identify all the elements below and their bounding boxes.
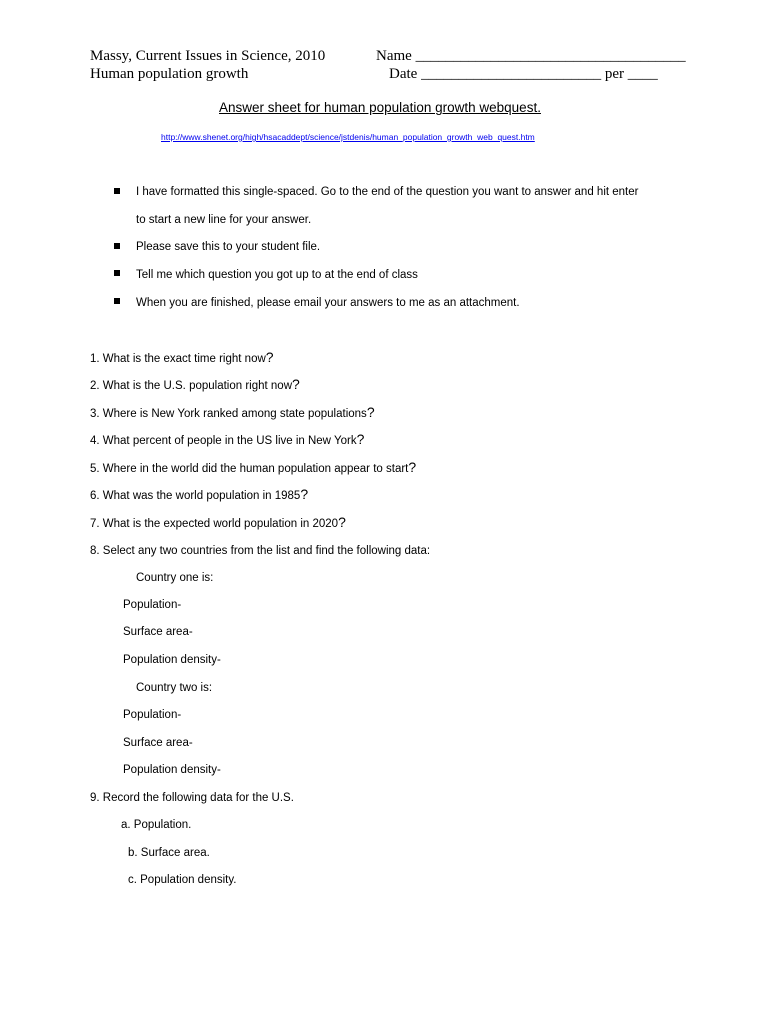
webquest-link[interactable]: http://www.shenet.org/high/hsacaddept/science/jstdenis/human_population_growth_web_quest.htm [161, 132, 535, 142]
bullet-square-icon [114, 243, 120, 249]
instruction-4: When you are finished, please email your answers to me as an attachment. [136, 297, 520, 309]
question-9a: a. Population. [121, 819, 192, 831]
country-one-population: Population- [123, 599, 182, 611]
date-period-field-line: Date ________________________ per ____ [389, 66, 658, 82]
question-8: 8. Select any two countries from the list and find the following data: [90, 545, 431, 557]
bullet-square-icon [114, 298, 120, 304]
question-6: 6. What was the world population in 1985? [90, 486, 309, 502]
question-4: 4. What percent of people in the US live in New York? [90, 431, 365, 447]
country-two-surface-area: Surface area- [123, 737, 193, 749]
instruction-2: Please save this to your student file. [136, 241, 321, 253]
question-7: 7. What is the expected world population in 2020? [90, 514, 346, 530]
country-two-population-density: Population density- [123, 764, 221, 776]
page-title: Answer sheet for human population growth webquest. [219, 100, 541, 115]
topic-heading: Human population growth [90, 66, 249, 82]
instruction-1: I have formatted this single-spaced. Go to the end of the question you want to answer and hit enter [136, 186, 639, 198]
country-two-population: Population- [123, 709, 182, 721]
question-9: 9. Record the following data for the U.S. [90, 792, 294, 804]
name-field-line: Name ____________________________________ [376, 48, 686, 64]
instruction-3: Tell me which question you got up to at the end of class [136, 269, 418, 281]
bullet-square-icon [114, 188, 120, 194]
country-one-population-density: Population density- [123, 654, 221, 666]
question-9c: c. Population density. [128, 874, 237, 886]
instruction-1-continued: to start a new line for your answer. [136, 214, 312, 226]
question-1: 1. What is the exact time right now? [90, 349, 274, 365]
country-one-surface-area: Surface area- [123, 626, 193, 638]
country-two-label: Country two is: [136, 682, 213, 694]
question-9b: b. Surface area. [128, 847, 210, 859]
question-5: 5. Where in the world did the human population appear to start? [90, 459, 417, 475]
country-one-label: Country one is: [136, 572, 214, 584]
bullet-square-icon [114, 270, 120, 276]
question-3: 3. Where is New York ranked among state populations? [90, 404, 375, 420]
course-heading: Massy, Current Issues in Science, 2010 [90, 48, 326, 64]
question-2: 2. What is the U.S. population right now? [90, 376, 300, 392]
